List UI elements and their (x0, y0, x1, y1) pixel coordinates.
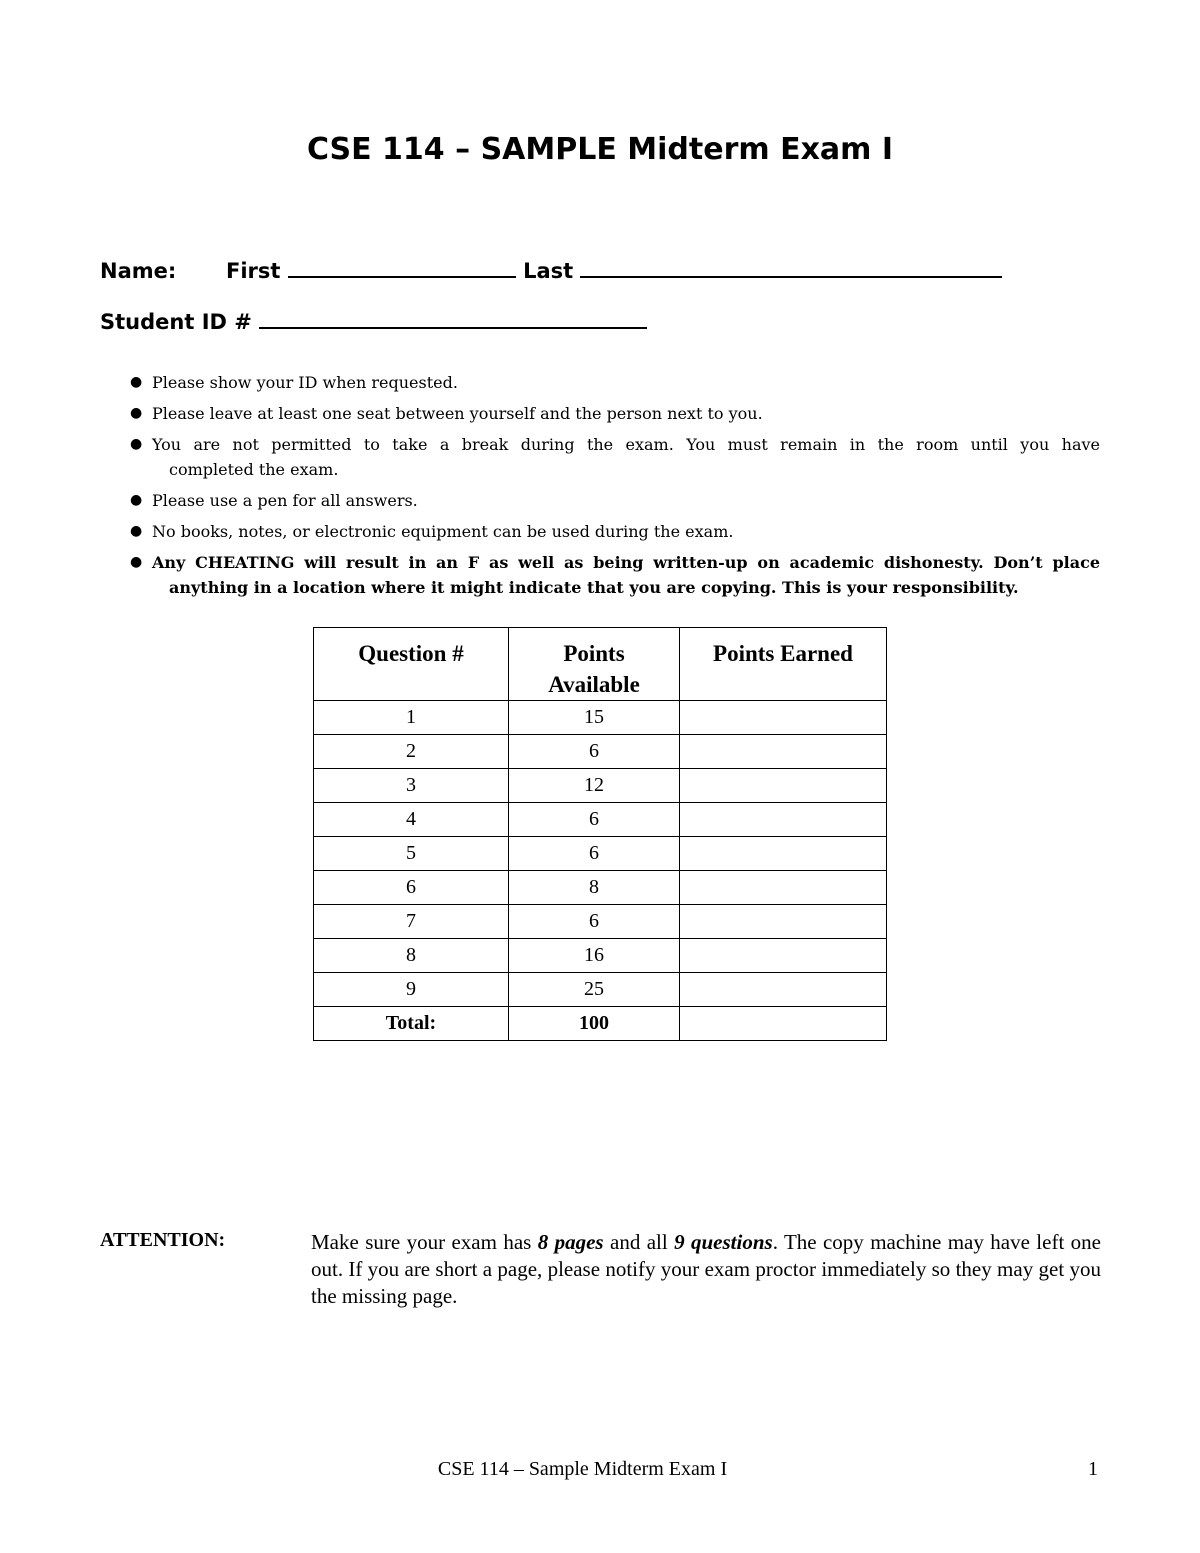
table-row: 2 6 (314, 735, 887, 769)
header-points-earned: Points Earned (680, 628, 887, 701)
page-title: CSE 114 – SAMPLE Midterm Exam I (306, 132, 894, 167)
list-item: ● Any CHEATING will result in an F as well as being written-up on academic dishonesty. Don’t place anything in a location where it might indicate that you are copying. This is your responsibility. (130, 550, 1100, 600)
page-number: 1 (1088, 1458, 1098, 1480)
total-value: 100 (509, 1007, 680, 1041)
table-row: 6 8 (314, 871, 887, 905)
total-earned-cell[interactable] (680, 1007, 887, 1041)
table-row: 1 15 (314, 701, 887, 735)
table-row: 5 6 (314, 837, 887, 871)
first-label: First (226, 259, 281, 283)
page-count: 8 pages (537, 1230, 604, 1254)
exam-rules-list (130, 370, 1100, 606)
list-item: ● Please show your ID when requested. (130, 370, 1100, 395)
points-earned-cell[interactable] (680, 735, 887, 769)
points-earned-cell[interactable] (680, 701, 887, 735)
header-question: Question # (314, 628, 509, 701)
bullet-icon: ● (130, 523, 143, 539)
list-item: ● Please use a pen for all answers. (130, 488, 1100, 513)
table-row: 7 6 (314, 905, 887, 939)
student-id-row (100, 307, 647, 334)
attention-label: ATTENTION: (100, 1229, 226, 1251)
score-table (313, 627, 887, 1041)
table-row: 4 6 (314, 803, 887, 837)
points-earned-cell[interactable] (680, 769, 887, 803)
table-row: 8 16 (314, 939, 887, 973)
last-label: Last (523, 259, 574, 283)
points-earned-cell[interactable] (680, 905, 887, 939)
bullet-icon: ● (130, 492, 143, 508)
bullet-icon: ● (130, 554, 143, 570)
table-header-row (314, 628, 887, 701)
points-earned-cell[interactable] (680, 803, 887, 837)
first-name-blank[interactable] (288, 256, 516, 278)
attention-text: Make sure your exam has 8 pages and all 9 questions. The copy machine may have left one out. If you are short a page, please notify your exam proctor immediately so they may get you the missing page. (311, 1230, 1101, 1308)
student-id-label: Student ID # (100, 310, 252, 334)
last-name-blank[interactable] (580, 256, 1002, 278)
table-row: 3 12 (314, 769, 887, 803)
points-earned-cell[interactable] (680, 939, 887, 973)
table-row: 9 25 (314, 973, 887, 1007)
question-count: 9 questions (674, 1230, 773, 1254)
name-row (100, 256, 1002, 283)
total-row (314, 1007, 887, 1041)
points-earned-cell[interactable] (680, 973, 887, 1007)
points-earned-cell[interactable] (680, 837, 887, 871)
points-earned-cell[interactable] (680, 871, 887, 905)
student-id-blank[interactable] (259, 307, 647, 329)
list-item: ● Please leave at least one seat between yourself and the person next to you. (130, 401, 1100, 426)
header-points-available: Points Available (509, 628, 680, 701)
bullet-icon: ● (130, 436, 143, 452)
name-label: Name: (100, 259, 177, 283)
bullet-icon: ● (130, 405, 143, 421)
page-footer: CSE 114 – Sample Midterm Exam I (437, 1458, 728, 1480)
total-label: Total: (314, 1007, 509, 1041)
list-item: ● You are not permitted to take a break during the exam. You must remain in the room until you have completed the exam. (130, 432, 1100, 482)
bullet-icon: ● (130, 374, 143, 390)
list-item: ● No books, notes, or electronic equipment can be used during the exam. (130, 519, 1100, 544)
